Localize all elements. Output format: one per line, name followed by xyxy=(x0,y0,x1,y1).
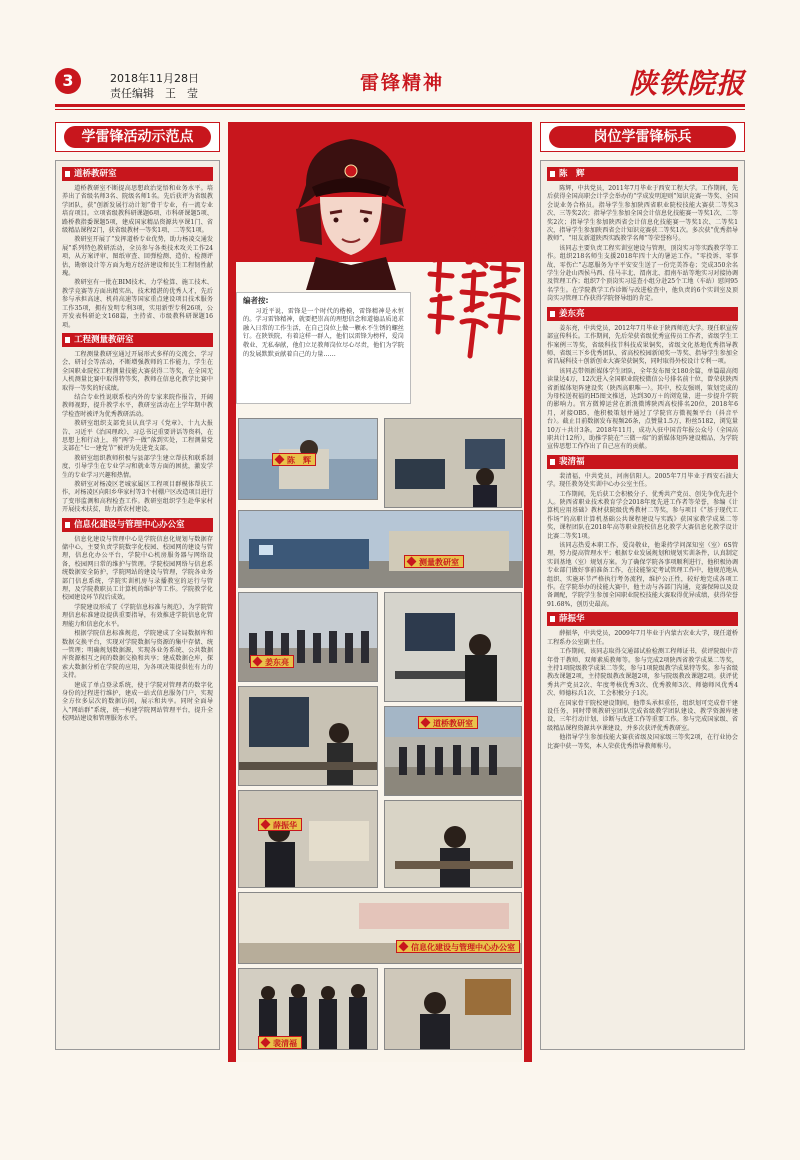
right-section-heading: 薛振华 xyxy=(547,612,738,626)
right-paragraph: 裴清福，中共党员，河南信阳人。2005年7月毕业于西安石油大学。现任教务处实训中心办公室主任。 xyxy=(547,472,738,489)
photo-train xyxy=(238,510,523,588)
photo-group-outdoor xyxy=(238,592,378,682)
responsible-editor: 责任编辑 王 莹 xyxy=(110,87,198,100)
page-number-badge: 3 xyxy=(55,68,81,94)
right-paragraph: 薛振华，中共党员，2009年7月毕业于内蒙古农业大学，现任道桥工程系办公室副主任。 xyxy=(547,630,738,646)
photo-image xyxy=(239,791,378,888)
right-paragraph: 陈辉，中共党员，2011年7月毕业于西安工程大学。工作期间，先后获得全国高职会计学会举办的“学成发明迎则”知识竞赛一等奖、全国会说业务合格员。指导学生参加陕西省职业院校技能大赛获二等奖3次、三等奖2次；指导学生参加全国会计信息化技能赛一等奖1次、二等奖2次；指导学生参加陕西省会计信息化技能赛一等奖1次、二等奖1次，指导学生参加陕西省会计知识竞赛获二等奖1次。多次获“优秀指导教师”、“用友新道陕西实践教学名师”等荣誉称号。 xyxy=(547,185,738,243)
right-paragraph: 工作期间，该同志取得交通部试验检测工程师证书，获评院级中青年骨干教师、双师素质教师等。参与完成2项陕西省教学成果二等奖，主持1项院级教学成果二等奖，参与1项院级教学成果特等奖。参与省级教改课题2项，主持院级教改课题2项，参与院级教改课题2项。获评优秀共产党员2次、年度考核优秀3次、优秀教师3次、师德师风优秀4次、师德标兵1次、工会积极分子1次。 xyxy=(547,648,738,698)
paper-name-logo: 陕铁院报 xyxy=(628,67,745,100)
central-red-border-right xyxy=(524,262,532,1062)
lei-feng-portrait xyxy=(286,125,416,290)
editor-note-heading: 编者按: xyxy=(243,296,269,305)
masthead xyxy=(55,68,745,102)
left-paragraph: 教研室开展了“发挥道桥专业优势，助力杨凌交通发展”系列特色教研活动，全员参与各类技术攻关工作24项，从方案评审、图纸审查、回弹检测、造价、检测评估，勘察设计等方面为地方经济建设和民生工程韧性献瑰。 xyxy=(62,236,213,278)
photo-image xyxy=(239,511,523,588)
left-column-text xyxy=(62,164,213,1044)
masthead-rule-thin xyxy=(55,109,745,110)
left-paragraph: 教研室组织支部党员认真学习《党章》、十九大报告、习近平《治国理政》、习总书记重要讲话等资料，在思想上和行动上，将“两学一做”落到实处，工程测量党支部在“七一建党节”被评为先进党支部。 xyxy=(62,420,213,453)
left-paragraph: 学院建设形成了《学院信息标准与规范》，为学院管理信息标准建设提供重要指导，有效推进学院信息化管理能力和信息化水平。 xyxy=(62,603,213,628)
masthead-rule xyxy=(55,104,745,107)
left-banner-frame xyxy=(55,122,220,152)
photo-tag-xue-zhenhua: 薛振华 xyxy=(258,818,302,831)
photo-jiang-dongliang xyxy=(384,592,522,702)
photo-xue-zhenhua xyxy=(238,790,378,888)
editor-note-body: 习近平说，雷锋是一个时代的楷模，雷锋精神是永恒的。学习雷锋精神，就要把崇高的理想信念和道德品质追求融入日常的工作生活，在自己岗位上做一颗永不生锈的螺丝钉。在陕铁院，有着这样一群人，他们以雷锋为榜样，爱岗敬业、无私奉献，他们立足教师岗位尽心尽责，他们为学院的发展默默贡献着自己的力量…… xyxy=(243,307,404,358)
left-paragraph: 工程测量教研室通过开展形式多样的交流会、学习会、研讨会等活动，不断增强教师的工作能力，学生在全国职业院校工程测量技能大赛获得二等奖，在全国无人机测量比赛中取得特等奖，教师在信息化教学比赛中取得一等奖的好成绩。 xyxy=(62,350,213,392)
left-section-heading: 信息化建设与管理中心办公室 xyxy=(62,518,213,532)
left-paragraph: 建成了单点登录系统，使于学院对管理者的数字化身份的过程进行维护，建成一站式信息服务门户，实现全方位多层次的数据访问，展示和共享。同时全面导入“网站群”系统，统一构建学院网站管理平台，提升全校网站建设和管理服务水平。 xyxy=(62,681,213,723)
right-section-heading: 陈 辉 xyxy=(547,167,738,181)
photo-image xyxy=(385,969,522,1050)
right-paragraph: 该同志带领新媒体学生团队，全年发布图文180余篇，单篇最高阅读量达4万，12次进入全国职业院校微信公号排名前十位，曾荣获陕西省新媒体矩阵建设奖（陕西高职唯一）。其中，校友强则，策划完成的为母校送祝福的H5图文推送，达到30万＋的浏览量，进一步提升学院的影响力。官方微博运营在新浪微博陕西高校排名20位，2018年6月，对接OB5，他积极策划并通过了学院官方微视频平台（抖音平台）。截止目前数据发布视频26条，点赞量1.5万，粉丝5182，浏览量10万＋共计3条。2018年11月，成功入驻中国青年报公众号（全国高职共计12所），助推学院在“三微一端”的新媒体矩阵建设精品，为学院宣传思想工作作出了自己应有的贡献。 xyxy=(547,367,738,451)
left-paragraph: 教研室对杨凌区老城家属区工程项目群模体帮扶工作，对杨凌区向阳乡华家村等3个村棚户区改造项目进行了变形监测和高程检查工作。教研室组织学生赴华家村开展技术扶贫，助力新农村建设。 xyxy=(62,481,213,514)
left-paragraph: 根据学院信息标准规范，学院建成了全局数据库和数据交换平台，实现对学院数据与资源的集中存储、统一管理；明确规划数据源，实现各业务系统、公共数据库资源相互之间的数据交换和共享；建成数据仓库，探索大数据分析在学院的应用，为各项决策提供佐有力的支持。 xyxy=(62,630,213,680)
left-paragraph: 道桥教研室不断提高思想政治觉悟和业务水平。培养出了省级名师3名、院级名师1名。先后获评为省级教学团队，获“创新发展行动计划”骨干专业，有一流专业培育项目。立项省级教科研课题6项、市科研课题5项、路桥教指委课题5项，建成国家精品资源共享课1门、省级精品课程2门，获省级教材一等奖1项、二等奖1项。 xyxy=(62,185,213,235)
issue-date: 2018年11月28日 xyxy=(110,72,199,85)
photo-image xyxy=(385,801,522,888)
left-banner: 学雷锋活动示范点 xyxy=(64,126,211,148)
left-paragraph: 信息化建设与管理中心是学院信息化规划与数据存储中心，主要负责学院数字化校园、校园网的建设与管理，信息化办公平台，学院中心机房服务器与网络设备，校园网日常的维护与管理。学院校园网络与信息系统数据安全防护，学院网站的建设与管理，学院各业务部门信息系统，学院实训机房与录播教室的运行与管理，及学院教职员工计算机的维护等工作。学院教学化校园建设环节段后成效。 xyxy=(62,535,213,602)
photo-tag-bridge-team: 道桥教研室 xyxy=(418,716,478,729)
right-paragraph: 该同志热爱本职工作，爱岗敬业，他秉持学问深知室（室）6S管理，努力提高管理水平；根据专业发展规划和规划实训条件，认真制定实训基地（室）规划方案。为了确保学院各事项顺利进行，他积极协调专业部门做好事前准备工作，在技能鉴定考试管理工作中，他规范地从组织、实施环节严格执行考务流程，维护公正性，较好地完成各项工作。在学院举办的技能大赛中，他主动与各部门沟通，竞赛保障以及设备调配，学院学生参加全国职业院校技能大赛取得优异成绩，获得荣誉91.68%，创历史最高。 xyxy=(547,542,738,608)
right-column-text xyxy=(547,164,738,1044)
photo-image xyxy=(239,593,378,682)
photo-tag-chen-hui: 陈 辉 xyxy=(272,453,316,466)
photo-tag-jiang-dongliang: 姜东亮 xyxy=(250,655,294,668)
central-red-border-left xyxy=(228,262,236,1062)
photo-pei-qingfu xyxy=(384,968,522,1050)
right-banner-frame xyxy=(540,122,745,152)
right-section-heading: 裴清福 xyxy=(547,455,738,469)
right-paragraph: 该同志主要负责工程实训室建设与管理，顶岗实习等实践教学等工作。组织218名师生支援2018年四十大的暑运工作。“零投诉、零事故、零伤亡”志愿服务为平平安安生送了一份完美答卷；完成350余名学生分赴山西侯马西、佳马丰北、渭南北、渭南车站等地实习对接协调及管理工作；组织7个顶岗实习巡查小组分赴25个工地（车站）慰问95名学生。在学院教学工作诊断与改进检查中，他负责的6个实训室及顶岗实习管理工作获得学院督导组的肯定。 xyxy=(547,244,738,303)
right-banner: 岗位学雷锋标兵 xyxy=(549,126,736,148)
photo-office-desk xyxy=(384,800,522,888)
left-paragraph: 教研室组织教师积极与县部学生建立帮扶和联系制度，引导学生在专业学习和就业等方面的困扰，激发学生的专业学习兴趣和热情。 xyxy=(62,454,213,479)
right-paragraph: 姜东亮，中共党员，2012年7月毕业于陕西师范大学。现任职宣传部宣传科长。工作期间，先后荣获省级优秀宣传员工作者，省级学生工作案例三等奖，省级科技节科技成果铜奖，省级文化基地优秀指导教师、省级三下乡优秀团队、省高校校园新闻奖一等奖、指导学生参加全省昌展科技＋创新创业大赛荣获铜奖，同时取得外校设计专利一项。 xyxy=(547,324,738,366)
photo-image xyxy=(385,593,522,702)
photo-chen-hui-right xyxy=(384,418,522,508)
right-section-heading: 姜东亮 xyxy=(547,307,738,321)
left-paragraph: 结合专业性说联系校内外的专家来院作报告，开阔教师视野，提升教学水平，教研室活动在上学年期中教学检查时被评为优秀教研活动。 xyxy=(62,393,213,418)
right-paragraph: 工作期间，先后获工会积极分子、优秀共产党员、创先争优先进个人。陕西省职业技术教育学会2018年度先进工作者等荣誉，参编《计算机应用基础》教材获院级优秀教材二等奖，参与项目《“基于现代工作场”的高职计算机基础公共课程建设与实践》获国家教学成果二等奖，课程团队在2018年高等职业院校信息化教学大赛信息化教学设计比赛二等奖1项。 xyxy=(547,490,738,540)
right-paragraph: 他指导学生参加技能大赛获省级及国家级三等奖2项，在行业协会比赛中获一等奖，本人荣获优秀指导教师称号。 xyxy=(547,734,738,750)
photo-lab xyxy=(238,686,378,786)
left-paragraph: 教研室有一批在BIM技术、力学检算、施工技术、教学竞赛等方面出精实出、技术精湛的优秀人才，先后参与承担高速、机荷高速等国家重点建设项目技术服务工作35项，拥有发明专利3项，实用新型专利26项，公开发表科研论文168篇，主持省、市级教科研课题16项。 xyxy=(62,279,213,329)
photo-image xyxy=(385,419,522,508)
photo-image xyxy=(239,687,378,786)
photo-tag-pei-qingfu: 裴清福 xyxy=(258,1036,302,1049)
left-section-heading: 道桥教研室 xyxy=(62,167,213,181)
section-title: 雷锋精神 xyxy=(360,72,445,94)
left-section-heading: 工程测量教研室 xyxy=(62,333,213,347)
editor-note xyxy=(236,292,411,404)
photo-tag-survey-team: 测量教研室 xyxy=(404,555,464,568)
calligraphy-inscription xyxy=(420,200,525,370)
right-paragraph: 在国家骨干院校建设期间，他带头承担重任，组织划可完成骨干建设任务，同时带领教研室团队完成省级教学团队建设、教学资源库建设、三年行动计划、诊断与改进工作等重要工作。参与完成国家级、省级精品课程资源共享课建设，并多次获评优秀教研室。 xyxy=(547,699,738,732)
photo-tag-info-center: 信息化建设与管理中心办公室 xyxy=(396,940,520,953)
